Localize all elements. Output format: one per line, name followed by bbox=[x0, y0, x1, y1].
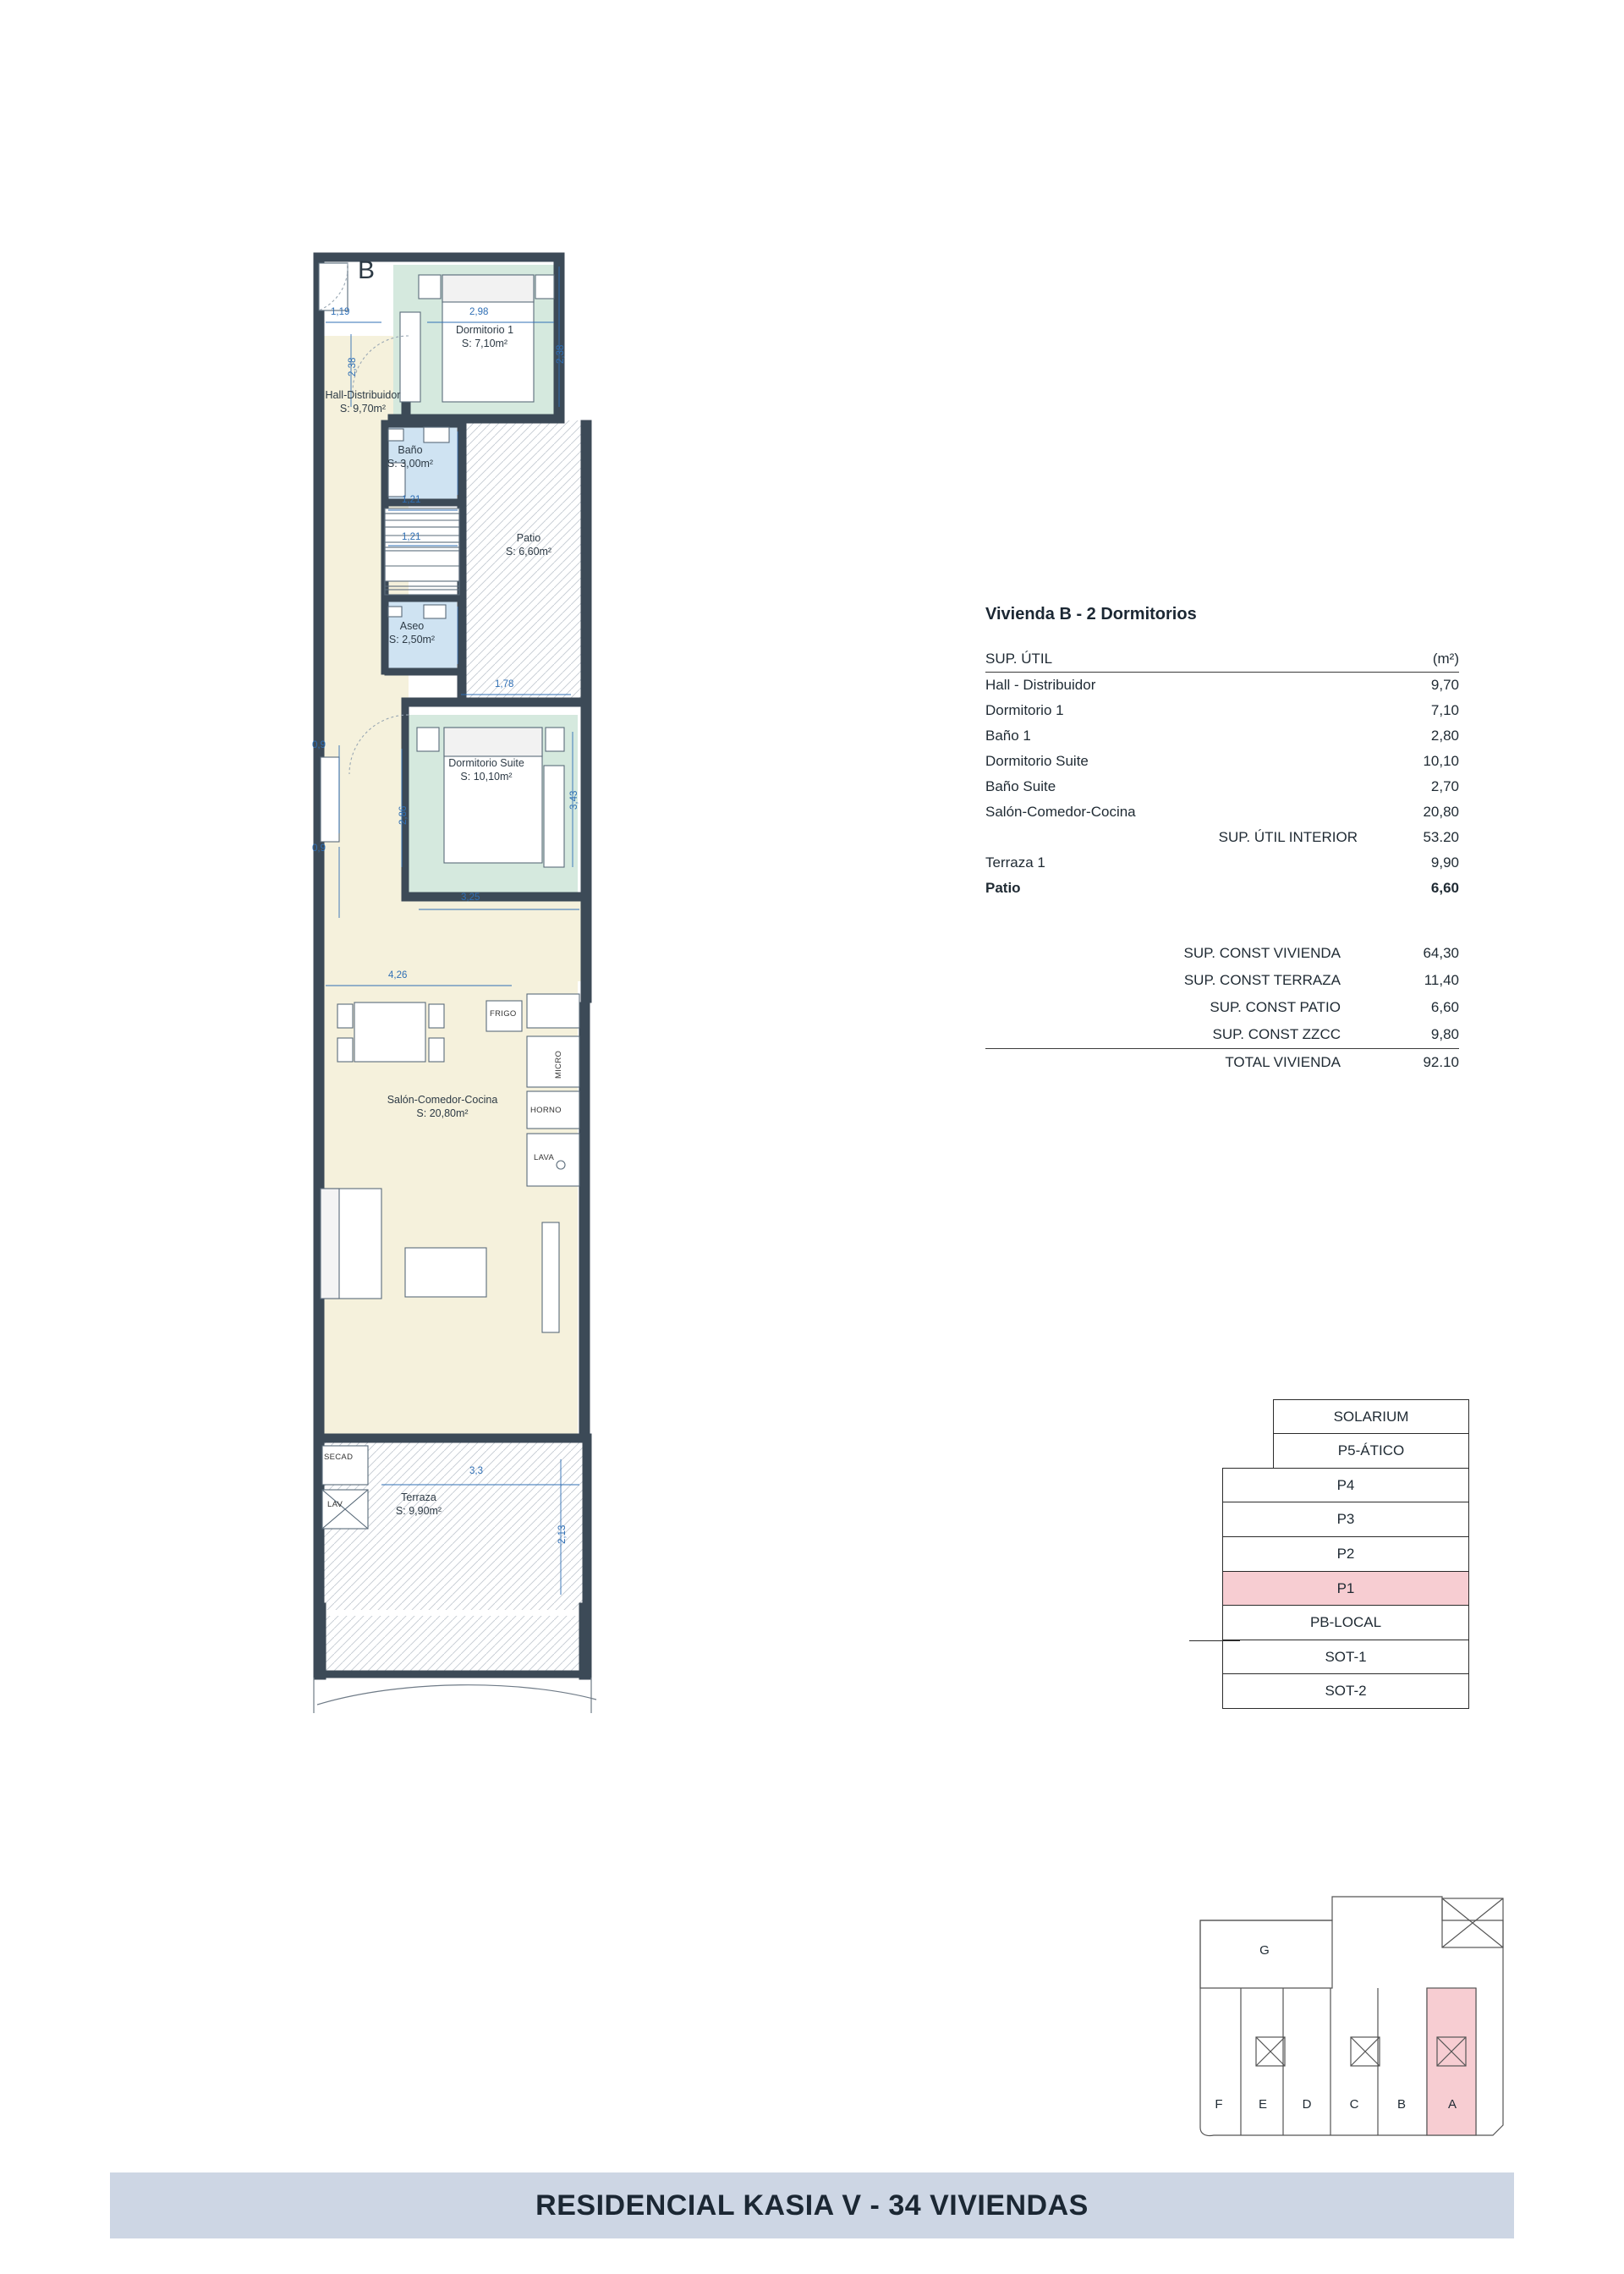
table-row bbox=[985, 876, 1459, 901]
appliance-label-horno: HORNO bbox=[530, 1106, 562, 1115]
floor-level-sot-1 bbox=[1222, 1640, 1469, 1675]
appliance-label-frigo: FRIGO bbox=[490, 1009, 517, 1019]
dimension-text: 1,21 bbox=[402, 532, 421, 542]
room-name: Aseo bbox=[399, 620, 425, 632]
floor-label: PB-LOCAL bbox=[1309, 1614, 1382, 1631]
floor-label: SOT-1 bbox=[1325, 1648, 1367, 1665]
floor-level-p3 bbox=[1222, 1502, 1469, 1537]
room-area: S: 9,70m² bbox=[339, 402, 387, 415]
dimension-text: 3,43 bbox=[569, 790, 579, 810]
floor-label: P1 bbox=[1336, 1579, 1355, 1596]
dimension-text: 1,78 bbox=[495, 679, 514, 689]
keyplan-garage-label: G bbox=[1259, 1943, 1270, 1958]
floor-level-p4 bbox=[1222, 1468, 1469, 1503]
room-name: Patio bbox=[516, 532, 541, 544]
row-label: Hall - Distribuidor bbox=[985, 677, 1096, 693]
room-name: Terraza bbox=[401, 1491, 436, 1503]
row-label: Terraza 1 bbox=[985, 854, 1045, 871]
room-area: S: 9,90m² bbox=[395, 1504, 442, 1517]
table-row bbox=[985, 850, 1459, 876]
row-label: SUP. CONST TERRAZA bbox=[1183, 972, 1341, 988]
floor-level-p1-highlighted bbox=[1222, 1571, 1469, 1607]
dimension-text: 1,21 bbox=[402, 495, 421, 505]
floor-label: P4 bbox=[1336, 1476, 1355, 1493]
construction-table-wrap bbox=[985, 940, 1459, 1076]
room-name: Dormitorio 1 bbox=[455, 324, 514, 336]
dimension-text: 2,86 bbox=[398, 805, 409, 825]
row-value: 2,80 bbox=[1430, 728, 1459, 744]
row-value: 6,60 bbox=[1430, 880, 1459, 896]
floor-level-pb-local bbox=[1222, 1605, 1469, 1640]
row-label: Baño 1 bbox=[985, 728, 1031, 744]
area-schedule bbox=[985, 605, 1459, 1076]
dimension-text: 0,9 bbox=[312, 740, 326, 750]
room-area: S: 10,10m² bbox=[460, 770, 513, 783]
table-row bbox=[985, 698, 1459, 723]
dimension-text: 2,38 bbox=[348, 357, 358, 376]
row-value: 11,40 bbox=[1424, 972, 1459, 988]
dimension-text: 3,3 bbox=[469, 1466, 483, 1476]
table-subtotal-row bbox=[985, 825, 1459, 850]
row-label: SUP. CONST PATIO bbox=[1210, 999, 1341, 1015]
header-units: (m²) bbox=[1358, 646, 1459, 673]
subtotal-value: 53.20 bbox=[1423, 829, 1459, 845]
keyplan-unit-F: F bbox=[1215, 2097, 1223, 2112]
table-row bbox=[985, 1021, 1459, 1049]
appliance-label-lav: LAV bbox=[327, 1500, 343, 1509]
table-row bbox=[985, 774, 1459, 799]
room-area: S: 20,80m² bbox=[416, 1107, 469, 1119]
appliance-label-secad: SECAD bbox=[324, 1453, 354, 1462]
row-value: 2,70 bbox=[1430, 778, 1459, 794]
row-value: 7,10 bbox=[1430, 702, 1459, 718]
floor-level-p2 bbox=[1222, 1536, 1469, 1572]
row-label: SUP. CONST ZZCC bbox=[1212, 1026, 1341, 1042]
row-value: 9,80 bbox=[1430, 1026, 1459, 1042]
row-label: Dormitorio 1 bbox=[985, 702, 1064, 718]
room-area: S: 7,10m² bbox=[461, 337, 508, 349]
dimension-text: 0,9 bbox=[312, 843, 326, 854]
table-header-row bbox=[985, 646, 1459, 673]
room-area: S: 3,00m² bbox=[387, 457, 434, 470]
table-row bbox=[985, 749, 1459, 774]
project-title: RESIDENCIAL KASIA V - 34 VIVIENDAS bbox=[535, 2189, 1089, 2222]
ground-line bbox=[1189, 1640, 1240, 1641]
table-row bbox=[985, 967, 1459, 994]
keyplan-unit-A: A bbox=[1447, 2097, 1457, 2112]
table-row bbox=[985, 723, 1459, 749]
subtotal-label: SUP. ÚTIL INTERIOR bbox=[1218, 829, 1358, 845]
floor-level-sot-2 bbox=[1222, 1673, 1469, 1709]
keyplan-unit-C: C bbox=[1349, 2097, 1359, 2112]
key-plan bbox=[1188, 1887, 1518, 2140]
floor-label: SOLARIUM bbox=[1333, 1408, 1409, 1425]
key-plan-svg bbox=[1188, 1887, 1518, 2140]
room-name: Salón-Comedor-Cocina bbox=[387, 1094, 498, 1106]
floor-label: SOT-2 bbox=[1325, 1683, 1367, 1700]
floor-level-solarium bbox=[1273, 1399, 1469, 1435]
row-value: 10,10 bbox=[1423, 753, 1459, 769]
dimension-text: 3,25 bbox=[461, 893, 480, 903]
floor-plan-drawing bbox=[300, 241, 761, 1984]
table-row bbox=[985, 994, 1459, 1021]
footer-banner bbox=[110, 2172, 1514, 2238]
row-label: Dormitorio Suite bbox=[985, 753, 1089, 769]
room-name: Baño bbox=[398, 444, 423, 456]
table-total-row bbox=[985, 1049, 1459, 1077]
row-value: 6,60 bbox=[1430, 999, 1459, 1015]
table-row bbox=[985, 799, 1459, 825]
dimension-text: 2,98 bbox=[469, 307, 489, 317]
keyplan-unit-B: B bbox=[1396, 2097, 1407, 2112]
row-label: Baño Suite bbox=[985, 778, 1056, 794]
room-area: S: 6,60m² bbox=[505, 545, 552, 558]
appliance-label-lava: LAVA bbox=[534, 1153, 555, 1162]
room-name: Dormitorio Suite bbox=[448, 757, 524, 769]
dimension-text: 1,19 bbox=[331, 307, 350, 317]
floor-label: P3 bbox=[1336, 1511, 1355, 1528]
floor-stack-diagram bbox=[1222, 1400, 1468, 1709]
room-area: S: 2,50m² bbox=[388, 633, 436, 645]
keyplan-unit-E: E bbox=[1258, 2097, 1268, 2112]
table-row bbox=[985, 673, 1459, 699]
keyplan-unit-D: D bbox=[1302, 2097, 1312, 2112]
appliance-label-micro: MICRO bbox=[554, 1050, 563, 1079]
header-sup-util: SUP. ÚTIL bbox=[985, 646, 1358, 673]
unit-letter: B bbox=[358, 256, 376, 284]
dimension-text: 2,38 bbox=[556, 344, 566, 364]
row-value: 20,80 bbox=[1423, 804, 1459, 820]
row-label: Patio bbox=[985, 880, 1021, 896]
floor-label: P5-ÁTICO bbox=[1337, 1442, 1405, 1459]
floor-level-p5-atico bbox=[1273, 1433, 1469, 1469]
schedule-title: Vivienda B - 2 Dormitorios bbox=[985, 605, 1197, 623]
total-label: TOTAL VIVIENDA bbox=[985, 1049, 1366, 1077]
room-name: Hall-Distribuidor bbox=[325, 389, 401, 401]
total-value: 92.10 bbox=[1366, 1049, 1459, 1077]
surface-table bbox=[985, 646, 1459, 901]
dimension-text: 4,26 bbox=[388, 970, 408, 980]
row-label: SUP. CONST VIVIENDA bbox=[1183, 945, 1341, 961]
construction-table bbox=[985, 940, 1459, 1076]
row-value: 9,70 bbox=[1430, 677, 1459, 693]
dimension-text: 2,13 bbox=[557, 1524, 568, 1544]
row-label: Salón-Comedor-Cocina bbox=[985, 804, 1136, 820]
row-value: 64,30 bbox=[1423, 945, 1459, 961]
table-row bbox=[985, 940, 1459, 967]
row-value: 9,90 bbox=[1430, 854, 1459, 871]
floor-label: P2 bbox=[1336, 1546, 1355, 1563]
